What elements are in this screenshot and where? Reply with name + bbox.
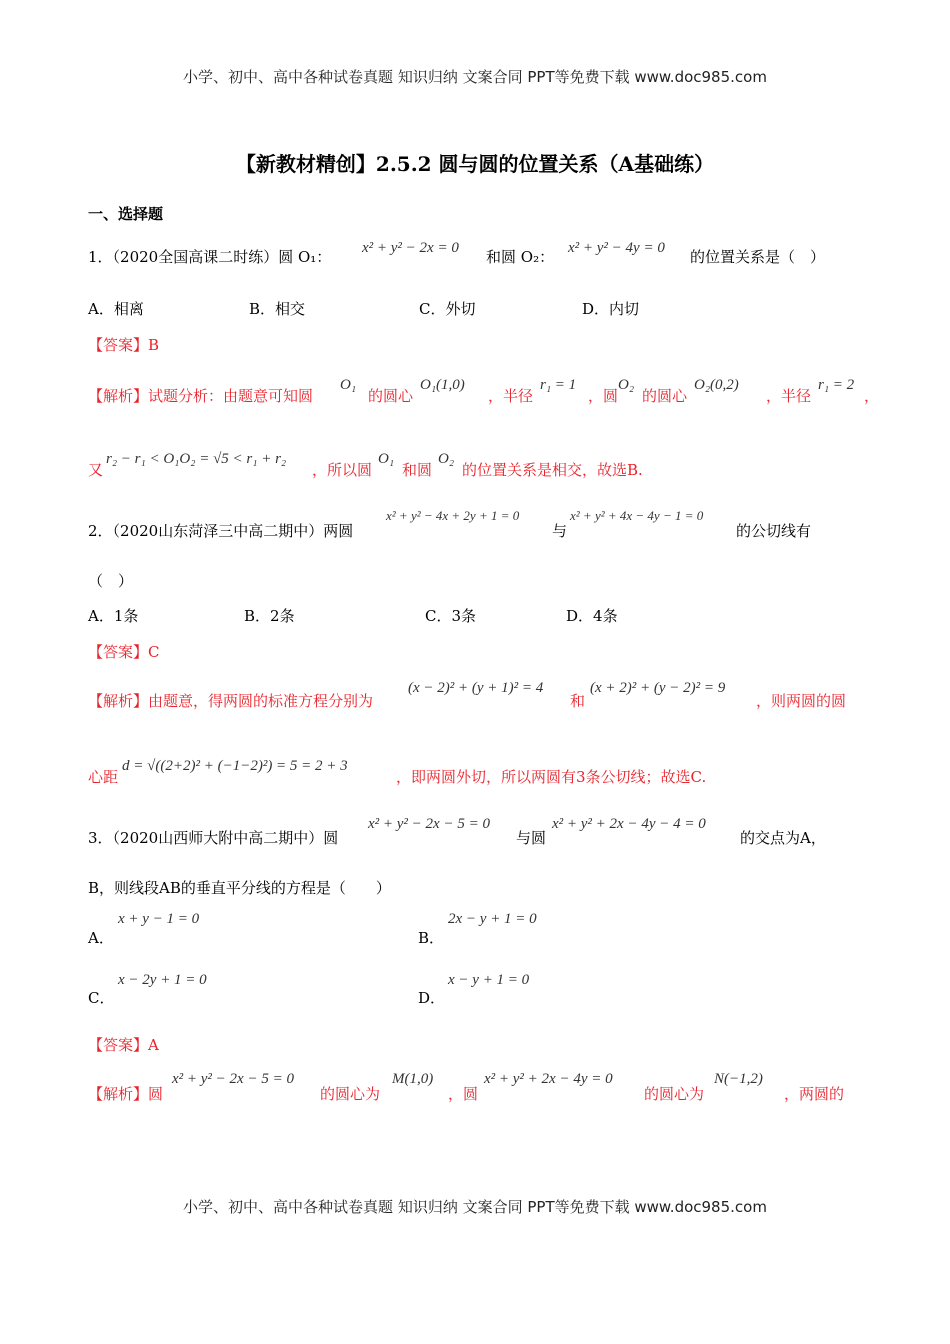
q1-answer: 【答案】B (88, 336, 160, 354)
q1-solution-text: ， (864, 387, 880, 405)
q3-equation-2: x² + y² + 2x − 4y − 4 = 0 (552, 816, 706, 832)
q3-stem-start: 3．（2020山西师大附中高二期中）圆 (88, 829, 339, 847)
q2-equation-2: x² + y² + 4x − 4y − 1 = 0 (570, 508, 704, 523)
q1-solution-text: ，圆 (588, 387, 619, 405)
q3-option-b-label: B． (418, 929, 445, 947)
q3-stem-line2: B，则线段AB的垂直平分线的方程是（ ） (88, 879, 391, 897)
q1-solution-text: ，半径 (766, 387, 812, 405)
q2-solution-text: 和 (570, 692, 586, 710)
q1-solution-math: O₁ (378, 451, 395, 467)
q3-option-d-label: D． (418, 989, 446, 1007)
q2-stem-start: 2．（2020山东菏泽三中高二期中）两圆 (88, 522, 354, 540)
q1-option-c: C．外切 (419, 300, 476, 318)
q3-solution-math: x² + y² − 2x − 5 = 0 (172, 1071, 294, 1087)
q3-solution-math: N(−1,2) (714, 1071, 763, 1087)
q3-option-c-label: C． (88, 989, 115, 1007)
q3-solution-text: ，圆 (448, 1085, 479, 1103)
page-header: 小学、初中、高中各种试卷真题 知识归纳 文案合同 PPT等免费下载 www.doc985.com (183, 68, 767, 86)
q3-answer: 【答案】A (88, 1036, 159, 1054)
q1-solution-text: 又 (88, 461, 104, 479)
q3-solution-math: x² + y² + 2x − 4y = 0 (484, 1071, 613, 1087)
q1-equation-1: x² + y² − 2x = 0 (362, 240, 459, 256)
q3-option-d-equation: x − y + 1 = 0 (448, 972, 530, 988)
q3-equation-1: x² + y² − 2x − 5 = 0 (368, 816, 490, 832)
q1-solution-text: 的圆心 (368, 387, 414, 405)
q3-option-a-equation: x + y − 1 = 0 (118, 911, 200, 927)
q1-option-d: D．内切 (582, 300, 640, 318)
page-title: 【新教材精创】2.5.2 圆与圆的位置关系（A基础练） (235, 152, 715, 176)
section-heading: 一、选择题 (88, 205, 164, 223)
q1-solution-text: 的位置关系是相交，故选B. (462, 461, 643, 479)
q1-solution-math: r₁ = 1 (540, 377, 577, 393)
q1-solution-text: ，半径 (488, 387, 534, 405)
q1-solution-math: r₁ = 2 (818, 377, 855, 393)
q3-stem-mid: 与圆 (516, 829, 547, 847)
q3-option-b-equation: 2x − y + 1 = 0 (448, 911, 537, 927)
q1-option-b: B．相交 (249, 300, 306, 318)
q1-solution-math: O₂ (618, 377, 635, 393)
q2-equation-1: x² + y² − 4x + 2y + 1 = 0 (386, 508, 520, 523)
q3-stem-end: 的交点为A， (740, 829, 826, 847)
q1-equation-2: x² + y² − 4y = 0 (568, 240, 665, 256)
q1-solution-math: O₁(1,0) (420, 377, 465, 393)
q2-option-d: D．4条 (566, 607, 618, 625)
q2-solution-math: (x + 2)² + (y − 2)² = 9 (590, 680, 726, 696)
q1-solution-text: ，所以圆 (312, 461, 373, 479)
q2-solution-math: (x − 2)² + (y + 1)² = 4 (408, 680, 544, 696)
q3-solution-text: 的圆心为 (320, 1085, 381, 1103)
q1-stem-start: 1．（2020全国高课二时练）圆 O₁： (88, 248, 332, 266)
q1-option-a: A．相离 (88, 300, 144, 318)
q1-solution-text: 【解析】试题分析：由题意可知圆 (88, 387, 314, 405)
q2-paren: （ ） (88, 572, 134, 590)
q2-solution-math: d = √((2+2)² + (−1−2)²) = 5 = 2 + 3 (122, 758, 348, 774)
q1-solution-math: O₂ (438, 451, 455, 467)
q1-solution-math: O₂(0,2) (694, 377, 739, 393)
q3-option-c-equation: x − 2y + 1 = 0 (118, 972, 207, 988)
q2-solution-text: 心距 (88, 768, 119, 786)
page-footer: 小学、初中、高中各种试卷真题 知识归纳 文案合同 PPT等免费下载 www.doc985.com (183, 1198, 767, 1216)
q2-solution-text: 【解析】由题意，得两圆的标准方程分别为 (88, 692, 374, 710)
q2-answer: 【答案】C (88, 643, 160, 661)
q1-stem-mid: 和圆 O₂： (486, 248, 555, 266)
q2-option-b: B．2条 (244, 607, 295, 625)
q3-solution-math: M(1,0) (392, 1071, 434, 1087)
q3-solution-text: ，两圆的 (784, 1085, 845, 1103)
q2-option-a: A．1条 (88, 607, 139, 625)
q1-solution-math: r₂ − r₁ < O₁O₂ = √5 < r₁ + r₂ (106, 451, 287, 467)
q2-solution-text: ，则两圆的圆 (756, 692, 847, 710)
q1-stem-end: 的位置关系是（ ） (690, 248, 826, 266)
q1-solution-text: 的圆心 (642, 387, 688, 405)
q2-stem-mid: 与 (552, 522, 568, 540)
q2-stem-end: 的公切线有 (736, 522, 812, 540)
q1-solution-text: 和圆 (402, 461, 433, 479)
q1-solution-math: O₁ (340, 377, 357, 393)
q3-solution-text: 的圆心为 (644, 1085, 705, 1103)
q3-solution-text: 【解析】圆 (88, 1085, 164, 1103)
q2-solution-text: ，即两圆外切，所以两圆有3条公切线；故选C. (396, 768, 707, 786)
q3-option-a-label: A． (88, 929, 114, 947)
q2-option-c: C．3条 (425, 607, 477, 625)
